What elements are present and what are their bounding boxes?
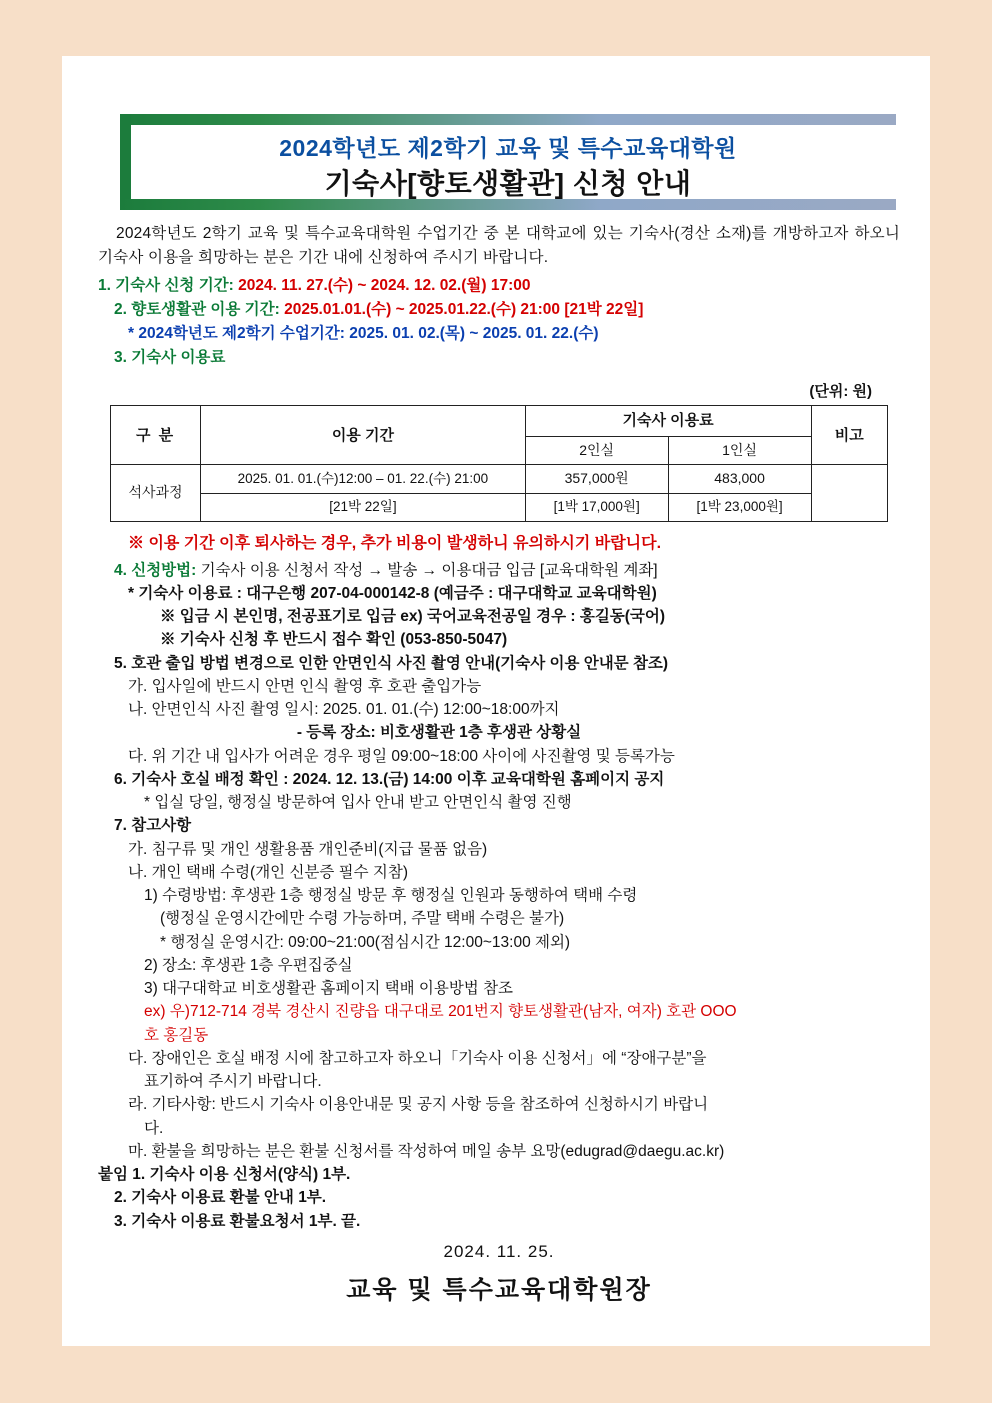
table-header-1in: 1인실 bbox=[668, 436, 811, 465]
item-2-note: * 2024학년도 제2학기 수업기간: 2025. 01. 02.(목) ~ 2025. 01. 22.(수) bbox=[128, 325, 599, 343]
document-page bbox=[62, 56, 930, 1346]
table-header-period: 이용 기간 bbox=[201, 406, 526, 465]
table-header-gubun: 구 분 bbox=[111, 406, 201, 465]
section-4-flow: 기숙사 이용 신청서 작성 → 발송 → 이용대금 입금 [교육대학원 계좌] bbox=[200, 561, 658, 579]
section-5-b: 나. 안면인식 사진 촬영 일시: 2025. 01. 01.(수) 12:00~18:00까지 bbox=[128, 701, 560, 719]
table-row-second bbox=[111, 493, 888, 521]
item-2 bbox=[98, 298, 900, 322]
section-7-b3-example-line1: ex) 우)712-714 경북 경산시 진량읍 대구대로 201번지 향토생활관(남자, 여자) 호관 OOO bbox=[144, 1003, 737, 1021]
section-7-b3-example-line2: 호 홍길동 bbox=[144, 1026, 209, 1044]
section-7-a: 가. 침구류 및 개인 생활용품 개인준비(지급 물품 없음) bbox=[128, 840, 488, 858]
document-title: 기숙사[향토생활관] 신청 안내 bbox=[324, 168, 692, 199]
section-7-b: 나. 개인 택배 수령(개인 신분증 필수 지참) bbox=[128, 863, 409, 881]
section-4-bank: * 기숙사 이용료 : 대구은행 207-04-000142-8 (예금주 : 대구대학교 교육대학원) bbox=[128, 584, 657, 602]
table-header-bigo: 비고 bbox=[811, 406, 887, 465]
table-header-row bbox=[111, 406, 888, 436]
table-row bbox=[111, 465, 888, 494]
attachments-label: 붙임 1. 기숙사 이용 신청서(양식) 1부. bbox=[98, 1166, 351, 1184]
cell-fee2-line2: [1박 17,000원] bbox=[525, 493, 668, 521]
section-5-c: 다. 위 기간 내 입사가 어려운 경우 평일 09:00~18:00 사이에 사진촬영 및 등록가능 bbox=[128, 747, 675, 765]
item-2-value: 2025.01.01.(수) ~ 2025.01.22.(수) 21:00 [21박 22일] bbox=[284, 301, 644, 319]
item-3-label: 3. 기숙사 이용료 bbox=[114, 349, 226, 367]
intro-paragraph: 2024학년도 2학기 교육 및 특수교육대학원 수업기간 중 본 대학교에 있는 기숙사(경산 소재)를 개방하고자 하오니 기숙사 이용을 희망하는 분은 기간 내에 신청하여 주시기 바랍니다. bbox=[98, 225, 900, 267]
section-7-c-line1: 다. 장애인은 호실 배정 시에 참고하고자 하오니「기숙사 이용 신청서」에 “장애구분”을 bbox=[128, 1049, 707, 1067]
section-7-b3: 3) 대구대학교 비호생활관 홈페이지 택배 이용방법 참조 bbox=[144, 980, 514, 998]
section-6-note: * 입실 당일, 행정실 방문하여 입사 안내 받고 안면인식 촬영 진행 bbox=[144, 794, 572, 812]
cell-bigo bbox=[811, 465, 887, 522]
section-7-b1-note: * 행정실 운영시간: 09:00~21:00(점심시간 12:00~13:00 제외) bbox=[160, 933, 571, 951]
cell-fee2-line1: 357,000원 bbox=[525, 465, 668, 494]
item-1-label: 1. 기숙사 신청 기간: bbox=[98, 277, 234, 295]
section-5-a: 가. 입사일에 반드시 안면 인식 촬영 후 호관 출입가능 bbox=[128, 677, 482, 695]
document-body bbox=[98, 222, 900, 1310]
item-1-value: 2024. 11. 27.(수) ~ 2024. 12. 02.(월) 17:00 bbox=[238, 277, 531, 295]
section-5-b-sub: - 등록 장소: 비호생활관 1층 후생관 상황실 bbox=[296, 724, 582, 742]
closing-issuer: 교육 및 특수교육대학원장 bbox=[346, 1276, 652, 1305]
attachments-item-3: 3. 기숙사 이용료 환불요청서 1부. 끝. bbox=[114, 1212, 361, 1230]
section-7-e: 마. 환불을 희망하는 분은 환불 신청서를 작성하여 메일 송부 요망(edugrad@daegu.ac.kr) bbox=[128, 1142, 725, 1160]
document-subtitle: 2024학년도 제2학기 교육 및 특수교육대학원 bbox=[279, 135, 737, 161]
table-header-fee: 기숙사 이용료 bbox=[525, 406, 811, 436]
section-4-note-2: ※ 기숙사 신청 후 반드시 접수 확인 (053-850-5047) bbox=[160, 631, 508, 649]
section-7-b1-sub: (행정실 운영시간에만 수령 가능하며, 주말 택배 수령은 불가) bbox=[160, 910, 565, 928]
section-4-note-1: ※ 입금 시 본인명, 전공표기로 입금 ex) 국어교육전공일 경우 : 홍길동(국어) bbox=[160, 608, 666, 626]
section-7-label: 7. 참고사항 bbox=[114, 817, 192, 835]
banner-bar-top bbox=[120, 114, 896, 125]
section-4-label: 4. 신청방법: bbox=[114, 561, 197, 579]
section-7-d-line1: 라. 기타사항: 반드시 기숙사 이용안내문 및 공지 사항 등을 참조하여 신청하시기 바랍니 bbox=[128, 1096, 709, 1114]
section-4 bbox=[98, 559, 900, 582]
cell-fee1-line1: 483,000 bbox=[668, 465, 811, 494]
section-7-b1: 1) 수령방법: 후생관 1층 행정실 방문 후 행정실 인원과 동행하여 택배 수령 bbox=[144, 887, 638, 905]
item-1 bbox=[98, 274, 900, 298]
closing-date: 2024. 11. 25. bbox=[443, 1241, 555, 1261]
table-header-2in: 2인실 bbox=[525, 436, 668, 465]
attachments-item-2: 2. 기숙사 이용료 환불 안내 1부. bbox=[114, 1189, 327, 1207]
cell-period-line1: 2025. 01. 01.(수)12:00 – 01. 22.(수) 21:00 bbox=[201, 465, 526, 494]
cell-fee1-line2: [1박 23,000원] bbox=[668, 493, 811, 521]
fee-table bbox=[110, 405, 888, 522]
cell-gubun: 석사과정 bbox=[111, 465, 201, 522]
document-header-banner bbox=[120, 114, 896, 210]
warning-note: ※ 이용 기간 이후 퇴사하는 경우, 추가 비용이 발생하니 유의하시기 바랍니다. bbox=[128, 534, 662, 552]
cell-period-line2: [21박 22일] bbox=[201, 493, 526, 521]
section-5-label: 5. 호관 출입 방법 변경으로 인한 안면인식 사진 촬영 안내(기숙사 이용 안내문 참조) bbox=[114, 654, 669, 672]
section-6-label: 6. 기숙사 호실 배정 확인 : 2024. 12. 13.(금) 14:00 이후 교육대학원 홈페이지 공지 bbox=[114, 770, 665, 788]
section-7-c-line2: 표기하여 주시기 바랍니다. bbox=[144, 1073, 322, 1091]
item-2-label: 2. 향토생활관 이용 기간: bbox=[114, 301, 280, 319]
section-7-b2: 2) 장소: 후생관 1층 우편집중실 bbox=[144, 956, 353, 974]
table-unit-label: (단위: 원) bbox=[809, 383, 872, 401]
section-7-d-line2: 다. bbox=[144, 1119, 164, 1137]
